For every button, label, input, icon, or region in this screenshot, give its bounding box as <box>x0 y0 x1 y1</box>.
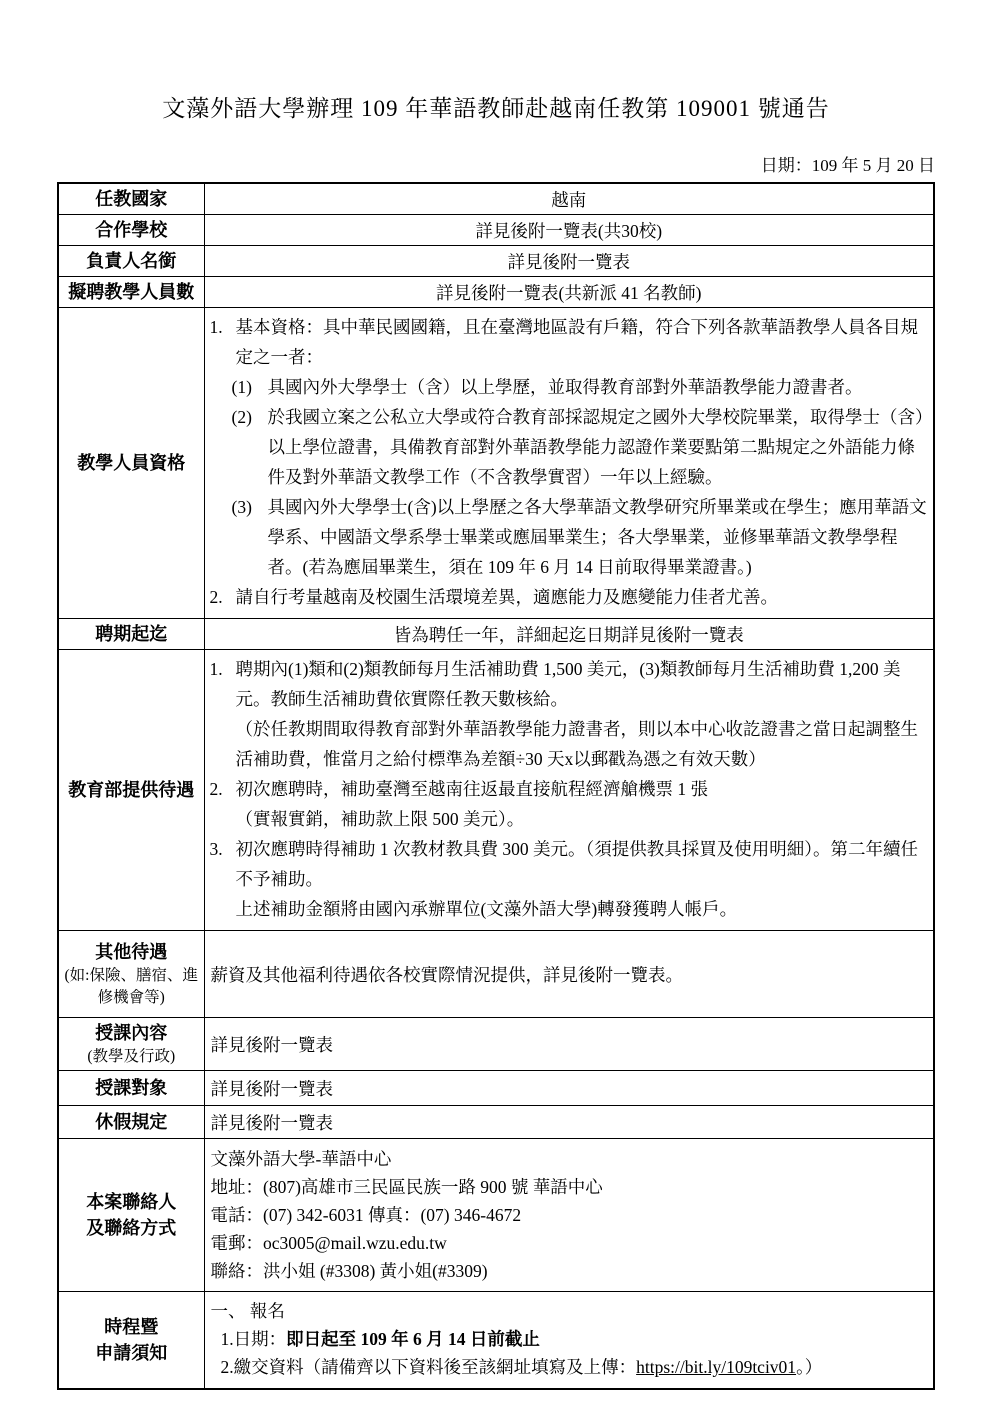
schedule-item-2 <box>221 1353 928 1381</box>
course-content-label-note: (教學及行政) <box>87 1048 176 1065</box>
moe-item-2-note: （實報實銷，補助款上限 500 美元）。 <box>235 809 525 829</box>
row-staff-count-label: 擬聘教學人員數 <box>58 277 204 308</box>
row-staff-count <box>58 277 934 308</box>
row-course-content <box>58 1018 934 1071</box>
date-line: 日期：109 年 5 月 20 日 <box>760 156 935 175</box>
row-course-content-label <box>58 1018 204 1071</box>
qualification-item-2 <box>210 582 929 612</box>
schedule-heading: 一、 報名 <box>210 1301 285 1321</box>
row-period-value: 皆為聘任一年，詳細起迄日期詳見後附一覽表 <box>204 619 934 650</box>
qualification-item-2-text: 請自行考量越南及校園生活環境差異，適應能力及應變能力佳者尤善。 <box>235 587 778 607</box>
other-benefits-label-main: 其他待遇 <box>95 942 168 962</box>
contact-line-address: 地址：(807)高雄市三民區民族一路 900 號 華語中心 <box>210 1177 603 1197</box>
row-staff-count-value: 詳見後附一覽表(共新派 41 名教師) <box>204 277 934 308</box>
moe-item-1-note: （於任教期間取得教育部對外華語教學能力證書者，則以本中心收訖證書之當日起調整生活補助費，惟當月之給付標準為差額÷30 天x以郵戳為憑之有效天數） <box>235 719 918 769</box>
moe-item-2 <box>210 774 929 804</box>
schedule-item-1-prefix: 1.日期： <box>220 1329 287 1349</box>
qualification-sub-1-text: 具國內外大學學士（含）以上學歷，並取得教育部對外華語教學能力證書者。 <box>267 377 863 397</box>
moe-item-3-tail: 上述補助金額將由國內承辦單位(文藻外語大學)轉發獲聘人帳戶。 <box>235 899 738 919</box>
course-content-label-main: 授課內容 <box>95 1023 168 1043</box>
row-principal <box>58 246 934 277</box>
moe-item-1-text: 聘期內(1)類和(2)類教師每月生活補助費 1,500 美元，(3)類教師每月生活補助費 1,200 美元。教師生活補助費依實際任教天數核給。 <box>235 659 901 709</box>
contact-line-persons: 聯絡：洪小姐 (#3308) 黃小姐(#3309) <box>210 1261 488 1281</box>
row-qualifications-value <box>204 308 934 619</box>
row-contact-label <box>58 1139 204 1292</box>
list-marker: (3) <box>231 497 252 517</box>
row-course-content-value: 詳見後附一覽表 <box>204 1018 934 1071</box>
contact-label-line2: 及聯絡方式 <box>86 1218 177 1238</box>
schedule-label-line1: 時程暨 <box>104 1317 159 1337</box>
row-schedule-label <box>58 1292 204 1390</box>
row-other-benefits-label <box>58 931 204 1018</box>
row-principal-value: 詳見後附一覽表 <box>204 246 934 277</box>
row-course-target-value: 詳見後附一覽表 <box>204 1071 934 1106</box>
row-country-value: 越南 <box>204 183 934 215</box>
row-holiday <box>58 1106 934 1139</box>
row-qualifications-label: 教學人員資格 <box>58 308 204 619</box>
list-marker: (2) <box>231 407 252 427</box>
row-moe-benefits <box>58 650 934 931</box>
row-contact-value <box>204 1139 934 1292</box>
row-holiday-value: 詳見後附一覽表 <box>204 1106 934 1139</box>
row-schedule-value <box>204 1292 934 1390</box>
list-marker: 1. <box>209 659 223 679</box>
list-marker: (1) <box>231 377 252 397</box>
qualification-sub-2-text: 於我國立案之公私立大學或符合教育部採認規定之國外大學校院畢業，取得學士（含）以上學位證書，具備教育部對外華語教學能力認證作業要點第二點規定之外語能力條件及對外華語文教學工作（不含教學實習）一年以上經驗。 <box>267 407 924 487</box>
contact-line-email: 電郵：oc3005@mail.wzu.edu.tw <box>210 1233 447 1253</box>
qualification-item-1-text: 基本資格：具中華民國國籍，且在臺灣地區設有戶籍，符合下列各款華語教學人員各目規定之一者： <box>235 317 918 367</box>
row-moe-benefits-value <box>204 650 934 931</box>
moe-item-2-text: 初次應聘時，補助臺灣至越南往返最直接航程經濟艙機票 1 張 <box>235 779 708 799</box>
row-qualifications <box>58 308 934 619</box>
qualification-sub-2 <box>232 402 929 492</box>
row-holiday-label: 休假規定 <box>58 1106 204 1139</box>
row-course-target <box>58 1071 934 1106</box>
row-schedule <box>58 1292 934 1390</box>
row-country-label: 任教國家 <box>58 183 204 215</box>
row-other-benefits <box>58 931 934 1018</box>
moe-item-1 <box>210 654 929 714</box>
qualification-item-1 <box>210 312 929 372</box>
other-benefits-label-note: (如:保險、膳宿、進修機會等) <box>64 967 198 1006</box>
schedule-item-1-deadline: 即日起至 109 年 6 月 14 日前截止 <box>286 1329 540 1349</box>
upload-url-link[interactable]: https://bit.ly/109tciv01 <box>636 1357 797 1377</box>
moe-item-3-text: 初次應聘時得補助 1 次教材教具費 300 美元。（須提供教具採買及使用明細）。第二年續任不予補助。 <box>235 839 918 889</box>
schedule-item-2-prefix: 2.繳交資料（請備齊以下資料後至該網址填寫及上傳： <box>220 1357 637 1377</box>
schedule-item-2-suffix: 。） <box>796 1357 823 1377</box>
contact-label-line1: 本案聯絡人 <box>86 1192 177 1212</box>
moe-item-3 <box>210 834 929 894</box>
row-principal-label: 負責人名銜 <box>58 246 204 277</box>
row-country <box>58 183 934 215</box>
row-other-benefits-value: 薪資及其他福利待遇依各校實際情況提供，詳見後附一覽表。 <box>204 931 934 1018</box>
row-schools-label: 合作學校 <box>58 215 204 246</box>
notice-table <box>57 182 935 1390</box>
row-schools <box>58 215 934 246</box>
qualification-sub-3-text: 具國內外大學學士(含)以上學歷之各大學華語文教學研究所畢業或在學生；應用華語文學系、中國語文學系學士畢業或應屆畢業生；各大學畢業，並修畢華語文教學學程者。(若為應屆畢業生，須在 109 年 6 月 14 日前取得畢業證書。) <box>267 497 927 577</box>
qualification-sub-1 <box>232 372 929 402</box>
contact-line-phone-fax: 電話：(07) 342-6031 傳真：(07) 346-4672 <box>210 1205 522 1225</box>
list-marker: 1. <box>209 317 223 337</box>
schedule-item-1 <box>221 1325 928 1353</box>
qualification-sub-3 <box>232 492 929 582</box>
row-moe-benefits-label: 教育部提供待遇 <box>58 650 204 931</box>
row-course-target-label: 授課對象 <box>58 1071 204 1106</box>
list-marker: 2. <box>209 779 223 799</box>
row-period-label: 聘期起迄 <box>58 619 204 650</box>
page-title: 文藻外語大學辦理 109 年華語教師赴越南任教第 109001 號通告 <box>162 96 830 121</box>
list-marker: 3. <box>209 839 223 859</box>
row-period <box>58 619 934 650</box>
row-contact <box>58 1139 934 1292</box>
schedule-label-line2: 申請須知 <box>95 1343 168 1363</box>
list-marker: 2. <box>209 587 223 607</box>
contact-line-org: 文藻外語大學-華語中心 <box>210 1149 392 1169</box>
row-schools-value: 詳見後附一覽表(共30校) <box>204 215 934 246</box>
